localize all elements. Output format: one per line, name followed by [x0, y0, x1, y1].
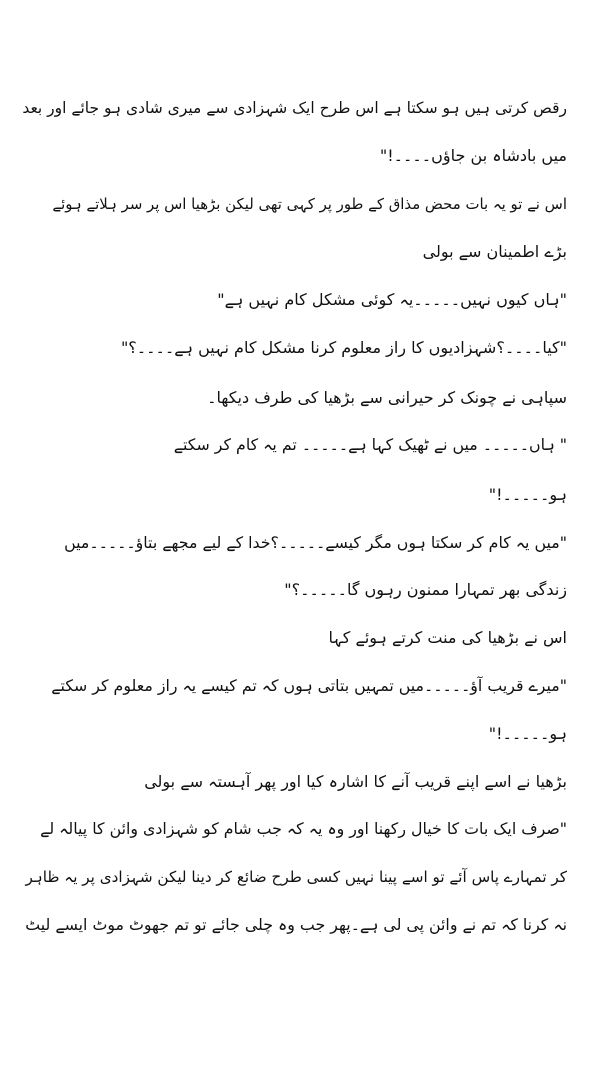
text-line-13: "میرے قریب آؤ۔۔۔۔۔میں تمہیں بتاتی ہوں کہ تم کیسے یہ راز معلوم کر سکتے [51, 676, 567, 695]
text-line-2: میں بادشاہ بن جاؤں۔۔۔۔!" [379, 146, 567, 165]
text-line-11: زندگی بھر تمہارا ممنون رہوں گا۔۔۔۔۔؟" [284, 580, 567, 599]
text-line-6: "کیا۔۔۔۔؟شہزادیوں کا راز معلوم کرنا مشکل کام نہیں ہے۔۔۔۔؟" [120, 338, 567, 357]
text-line-3: اس نے تو یہ بات محض مذاق کے طور پر کہی تھی لیکن بڑھیا اس پر سر ہلاتے ہوئے [52, 195, 567, 213]
text-line-15: بڑھیا نے اسے اپنے قریب آنے کا اشارہ کیا اور پھر آہستہ سے بولی [144, 772, 567, 791]
text-line-14: ہو۔۔۔۔۔!" [488, 724, 567, 743]
text-line-18: نہ کرنا کہ تم نے وائن پی لی ہے۔پھر جب وہ چلی جائے تو تم جھوٹ موٹ ایسے لیٹ [25, 915, 567, 934]
text-line-16: "صرف ایک بات کا خیال رکھنا اور وہ یہ کہ جب شام کو شہزادی وائن کا پیالہ لے [40, 819, 567, 838]
text-line-17: کر تمہارے پاس آئے تو اسے پینا نہیں کسی طرح ضائع کر دینا لیکن شہزادی پر یہ ظاہر [25, 868, 567, 886]
text-line-7: سپاہی نے چونک کر حیرانی سے بڑھیا کی طرف دیکھا۔ [207, 388, 567, 407]
text-line-12: اس نے بڑھیا کی منت کرتے ہوئے کہا [328, 628, 567, 647]
text-line-5: "ہاں کیوں نہیں۔۔۔۔۔یہ کوئی مشکل کام نہیں ہے" [217, 290, 567, 309]
text-line-1: رقص کرتی ہیں ہو سکتا ہے اس طرح ایک شہزادی سے میری شادی ہو جائے اور بعد [22, 99, 567, 117]
text-line-8: " ہاں۔۔۔۔۔ میں نے ٹھیک کہا ہے۔۔۔۔۔ تم یہ کام کر سکتے [173, 435, 567, 454]
text-line-9: ہو۔۔۔۔۔!" [488, 485, 567, 504]
text-line-4: بڑے اطمینان سے بولی [422, 242, 567, 261]
text-line-10: "میں یہ کام کر سکتا ہوں مگر کیسے۔۔۔۔۔؟خدا کے لیے مجھے بتاؤ۔۔۔۔۔میں [64, 533, 567, 552]
